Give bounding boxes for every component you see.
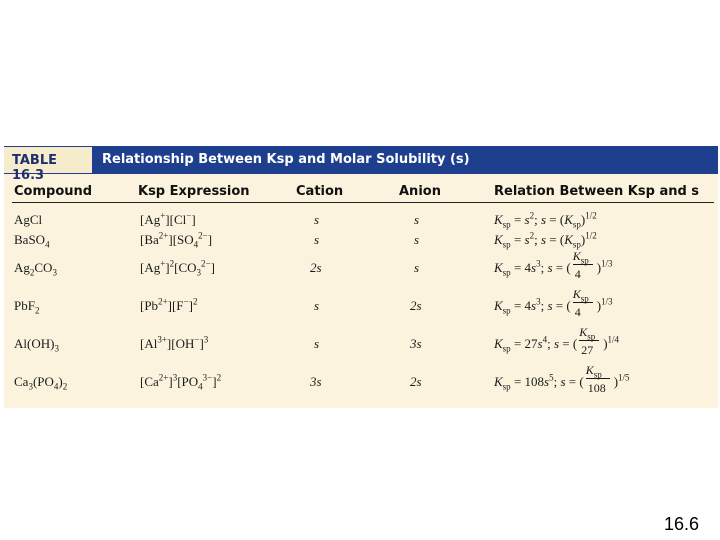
cell-anion: s [414, 212, 420, 227]
cell-anion: s [414, 232, 420, 247]
cell-relation: $K_{sp} = 27s^4$; s = ( $\frac{K_{sp}}{27}$ )$^{1/4}$ [494, 325, 620, 358]
cell-anion: 2s [410, 298, 422, 313]
cell-compound: $Al(OH)_3$ [14, 336, 59, 354]
header-anion: Anion [399, 184, 441, 199]
slide-number: 16.6 [664, 514, 700, 534]
cell-cation: s [314, 232, 320, 247]
cell-ksp-expression: $[Ca^{2+}]^3[PO_4^{3-}]^2$ [140, 372, 222, 392]
table-number: TABLE 16.3 [12, 153, 57, 183]
cell-ksp-expression: [Ag+][Cl−] [140, 210, 196, 227]
cell-anion: 3s [410, 336, 422, 351]
cell-compound: $Ag_2CO_3$ [14, 260, 57, 278]
cell-relation: $K_{sp} = s^2$; $s = (K_{sp})^{1/2}$ [494, 210, 597, 230]
cell-relation: $K_{sp} = 4s^3$; s = ( $\frac{K_{sp}}{4}$ )$^{1/3}$ [494, 249, 613, 282]
cell-relation: $K_{sp} = 108s^5$; s = ( $\frac{K_{sp}}{108}$ )$^{1/5}$ [494, 363, 630, 396]
cell-compound: AgCl [14, 212, 43, 227]
cell-ksp-expression: $[Ba^{2+}][SO_4^{2-}]$ [140, 230, 213, 250]
cell-anion: 2s [410, 374, 422, 389]
table-title: Relationship Between Ksp and Molar Solubility (s) [102, 152, 470, 167]
cell-relation: $K_{sp} = s^2$; $s = (K_{sp})^{1/2}$ [494, 230, 597, 250]
cell-relation: $K_{sp} = 4s^3$; s = ( $\frac{K_{sp}}{4}$ )$^{1/3}$ [494, 287, 613, 320]
cell-cation: s [314, 298, 320, 313]
cell-cation: s [314, 336, 320, 351]
header-ksp-expression: Ksp Expression [138, 184, 250, 199]
cell-compound: BaSO$_4$ [14, 232, 50, 250]
table-title-bar [4, 146, 718, 183]
table-number-box [4, 146, 92, 183]
cell-cation: s [314, 212, 320, 227]
cell-ksp-expression: $[Al^{3+}][OH^-]^3$ [140, 334, 209, 351]
cell-cation: 2s [310, 260, 322, 275]
header-relation: Relation Between Ksp and s [494, 184, 700, 199]
cell-cation: 3s [310, 374, 322, 389]
header-compound: Compound [14, 184, 93, 199]
cell-ksp-expression: $[Pb^{2+}][F^-]^2$ [140, 296, 198, 313]
ksp-table [4, 146, 718, 408]
cell-compound: $Ca_3(PO_4)_2$ [14, 374, 68, 392]
cell-ksp-expression: $[Ag^+]^2[CO_3^{2-}]$ [140, 258, 215, 278]
cell-compound: PbF$_2$ [14, 298, 40, 316]
header-rule [12, 202, 714, 203]
cell-anion: s [414, 260, 420, 275]
header-cation: Cation [296, 184, 344, 199]
